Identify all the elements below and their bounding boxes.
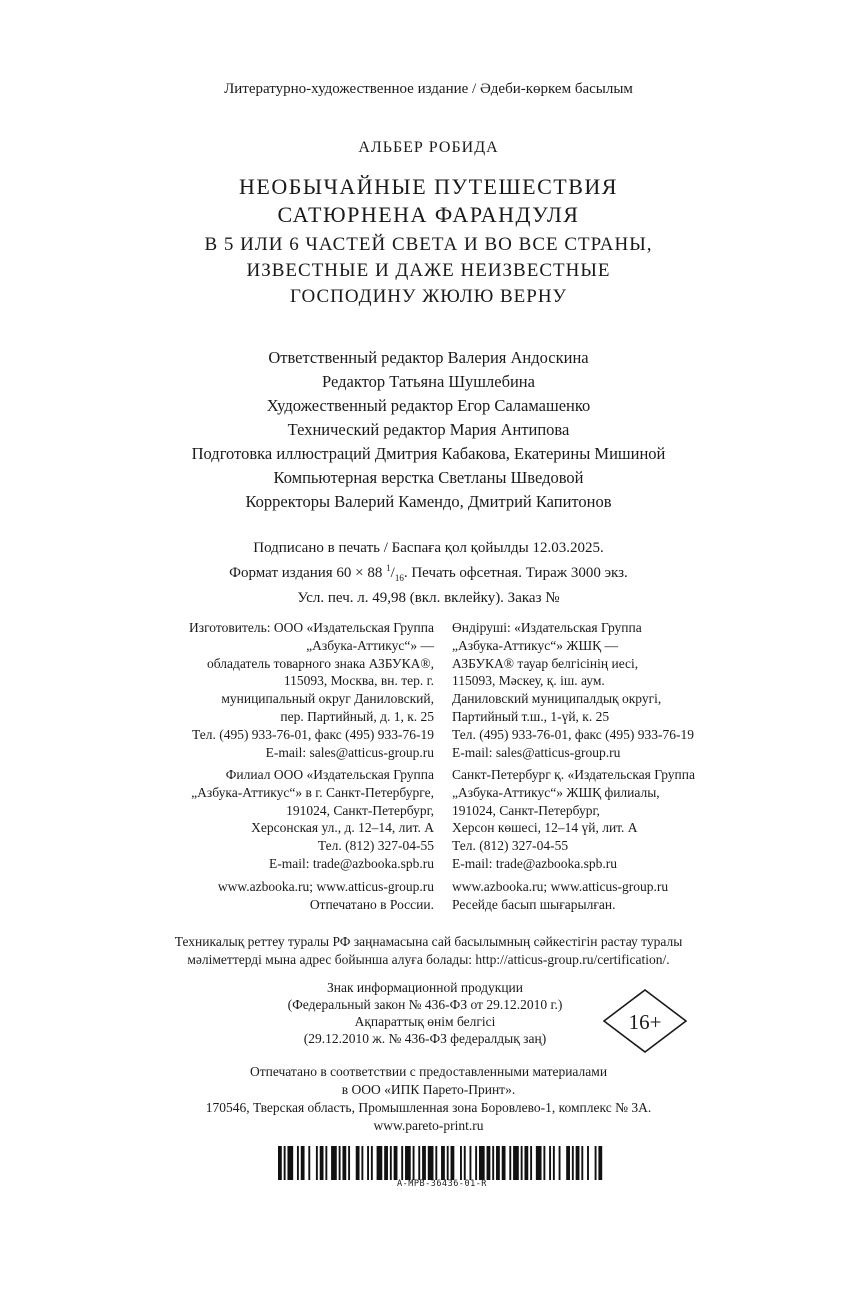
barcode-bar [595,1146,597,1180]
barcode-bar [371,1146,373,1180]
barcode-bar [287,1146,293,1180]
branch-ru-line: Тел. (812) 327-04-55 [317,838,434,854]
manufacturer-ru-line: Тел. (495) 933-76-01, факс (495) 933-76-19 [191,726,434,742]
barcode-bar [451,1146,455,1180]
barcode-bar [320,1146,324,1180]
barcode-bar [377,1146,383,1180]
branch-kz [452,766,752,873]
format-sub: 16 [394,573,404,583]
branch-kz-line: Херсон көшесі, 12–14 үй, лит. А [452,820,638,836]
format-suffix: . Печать офсетная. Тираж 3000 экз. [403,565,628,581]
branch-ru-email: E-mail: trade@azbooka.spb.ru [269,855,434,871]
branch-kz-line: 191024, Санкт-Петербург, [452,802,600,818]
barcode-bar [549,1146,551,1180]
manufacturer-ru-email: E-mail: sales@atticus-group.ru [265,744,434,760]
barcode-bar [348,1146,350,1180]
format-line [0,558,857,588]
signed-date: Подписано в печать / Баспаға қол қойылды 12.03.2025. [253,540,604,556]
barcode-bar [502,1146,506,1180]
age-rating-icon [603,989,687,1053]
barcode-bar [367,1146,369,1180]
branch-ru [124,766,434,873]
barcode-bar [413,1146,415,1180]
manufacturer-kz [452,619,752,761]
manufacturer-ru-line: „Азбука-Аттикус“» — [306,637,434,653]
manufacturer-ru-line: пер. Партийный, д. 1, к. 25 [280,708,434,724]
manufacturer-ru-line: Изготовитель: ООО «Издательская Группа [189,620,434,635]
web-kz [452,878,752,914]
barcode-bar [342,1146,346,1180]
barcode-icon [278,1146,606,1180]
age-rating-label: 16+ [628,1010,662,1034]
book-subtitle [0,232,857,310]
title-line: САТЮРНЕНА ФАРАНДУЛЯ [277,202,580,227]
manufacturer-ru-line: 115093, Москва, вн. тер. г. [283,673,434,689]
credit-line: Корректоры Валерий Камендо, Дмитрий Капитонов [245,492,612,511]
barcode-bar [559,1146,561,1180]
barcode-bar [316,1146,318,1180]
branch-kz-line: Тел. (812) 327-04-55 [452,838,569,854]
barcode-code: A-MPB-36436-01-R [397,1179,487,1189]
barcode-bar [422,1146,426,1180]
branch-kz-line: Санкт-Петербург қ. «Издательская Группа [452,767,695,782]
info-sign-line: (Федеральный закон № 436-ФЗ от 29.12.2010 г.) [287,997,563,1012]
websites-kz: www.azbooka.ru; www.atticus-group.ru [452,879,669,894]
sheets-order: Усл. печ. л. 49,98 (вкл. вклейку). Заказ № [297,590,560,606]
barcode-bar [536,1146,542,1180]
credit-line: Художественный редактор Егор Саламашенко [266,396,591,415]
barcode-bar [331,1146,337,1180]
barcode-bar [384,1146,388,1180]
credits-block [0,346,857,514]
barcode-bar [524,1146,528,1180]
barcode-bar [390,1146,392,1180]
barcode-bar [301,1146,305,1180]
manufacturer-kz-line: „Азбука-Аттикус“» ЖШҚ — [452,637,618,653]
barcode-bar [496,1146,500,1180]
barcode-bar [598,1146,602,1180]
printed-in-kz: Ресейде басып шығарылған. [452,896,616,912]
barcode-bar [464,1146,466,1180]
barcode-bar [441,1146,445,1180]
barcode-bar [487,1146,491,1180]
barcode-bar [581,1146,583,1180]
credit-line: Подготовка иллюстраций Дмитрия Кабакова, Екатерины Мишиной [191,444,666,463]
format-slash: / [390,565,395,581]
manufacturer-kz-line: 115093, Мәскеу, қ. іш. аум. [452,673,605,689]
book-title [0,173,857,229]
barcode-bar [428,1146,434,1180]
manufacturer-kz-email: E-mail: sales@atticus-group.ru [452,744,621,760]
manufacturer-ru-line: муниципальный округ Даниловский, [221,691,434,707]
manufacturer-kz-line: Даниловский муниципалдық округі, [452,691,662,707]
barcode-bar [460,1146,462,1180]
web-ru [124,878,434,914]
manufacturer-kz-line: Өндіруші: «Издательская Группа [452,620,642,635]
barcode-bar [513,1146,519,1180]
subtitle-line: ГОСПОДИНУ ЖЮЛЮ ВЕРНУ [289,286,568,307]
barcode-bar [543,1146,545,1180]
title-line: НЕОБЫЧАЙНЫЕ ПУТЕШЕСТВИЯ [239,174,618,199]
subtitle-line: ИЗВЕСТНЫЕ И ДАЖЕ НЕИЗВЕСТНЫЕ [246,260,611,281]
barcode-bar [553,1146,555,1180]
format-prefix: Формат издания 60 × 88 [229,565,383,581]
branch-ru-line: „Азбука-Аттикус“» в г. Санкт-Петербурге, [191,784,434,800]
print-info [0,538,857,608]
manufacturer-ru [124,619,434,761]
barcode-bar [435,1146,437,1180]
printer-info [0,1063,857,1135]
credit-line: Ответственный редактор Валерия Андоскина [268,348,589,367]
barcode-bar [521,1146,523,1180]
manufacturer-kz-line: Тел. (495) 933-76-01, факс (495) 933-76-19 [452,726,695,742]
printer-website: www.pareto-print.ru [373,1118,484,1133]
edition-line: Литературно-художественное издание / Әдеби-көркем басылым [224,81,633,97]
branch-ru-line: Филиал ООО «Издательская Группа [225,767,434,782]
barcode-bar [509,1146,511,1180]
printer-line: в ООО «ИПК Парето-Принт». [341,1082,516,1097]
barcode-bar [361,1146,363,1180]
info-product-sign [230,979,620,1047]
barcode-bar [479,1146,485,1180]
branch-kz-email: E-mail: trade@azbooka.spb.ru [452,855,617,871]
credit-line: Компьютерная верстка Светланы Шведовой [273,468,584,487]
subtitle-line: В 5 ИЛИ 6 ЧАСТЕЙ СВЕТА И ВО ВСЕ СТРАНЫ, [204,234,653,255]
author-name: АЛЬБЕР РОБИДА [358,139,499,156]
credit-line: Редактор Татьяна Шушлебина [322,372,535,391]
barcode-bar [308,1146,310,1180]
barcode-bar [405,1146,411,1180]
manufacturer-kz-line: АЗБУКА® тауар белгісінің иесі, [452,655,639,671]
tech-regulation [0,933,857,969]
barcode-bar [587,1146,589,1180]
barcode-bar [325,1146,327,1180]
barcode-bar [447,1146,449,1180]
branch-ru-line: Херсонская ул., д. 12–14, лит. А [251,820,434,836]
barcode-bar [469,1146,471,1180]
barcode-bar [492,1146,494,1180]
barcode-bar [297,1146,299,1180]
barcode-bar [278,1146,282,1180]
barcode-bar [339,1146,341,1180]
barcode-bar [418,1146,420,1180]
barcode-bar [356,1146,360,1180]
printed-in-ru: Отпечатано в России. [309,896,434,912]
barcode-bar [401,1146,403,1180]
printer-address: 170546, Тверская область, Промышленная зона Боровлево-1, комплекс № 3А. [205,1100,652,1115]
barcode-bar [284,1146,286,1180]
branch-kz-line: „Азбука-Аттикус“» ЖШҚ филиалы, [452,784,660,800]
manufacturer-kz-line: Партийный т.ш., 1-үй, к. 25 [452,708,610,724]
info-sign-line: Ақпараттық өнім белгісі [354,1014,496,1029]
tech-regulation-line: Техникалық реттеу туралы РФ заңнамасына сай басылымның сәйкестігін растау туралы [174,934,683,949]
info-sign-line: (29.12.2010 ж. № 436-ФЗ федералдық заң) [303,1031,547,1046]
branch-ru-line: 191024, Санкт-Петербург, [286,802,434,818]
barcode-bar [572,1146,574,1180]
barcode-bar [394,1146,398,1180]
websites-ru: www.azbooka.ru; www.atticus-group.ru [217,879,434,894]
manufacturer-ru-line: обладатель товарного знака АЗБУКА®, [206,655,434,671]
printer-line: Отпечатано в соответствии с предоставленными материалами [249,1064,608,1079]
tech-regulation-line: мәліметтерді мына адрес бойынша алуға болады: http://atticus-group.ru/certification/. [187,952,670,967]
barcode-bar [530,1146,532,1180]
info-sign-line: Знак информационной продукции [326,980,524,995]
barcode-bar [566,1146,570,1180]
barcode-bar [475,1146,477,1180]
format-sup: 1 [386,563,391,573]
barcode-bar [576,1146,580,1180]
credit-line: Технический редактор Мария Антипова [287,420,570,439]
